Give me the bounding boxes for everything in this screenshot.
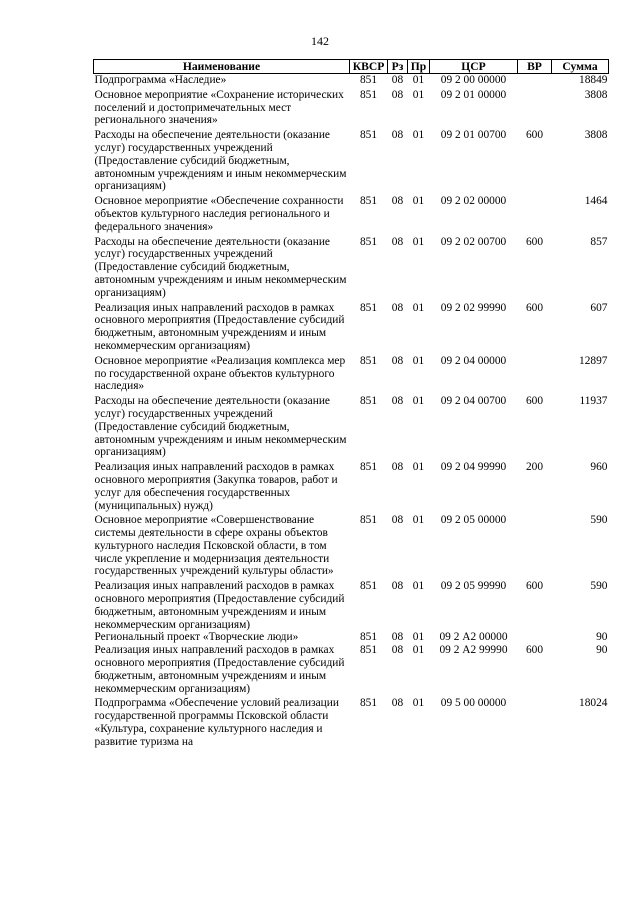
- row-vr: [518, 87, 552, 127]
- row-rz: 08: [391, 631, 404, 644]
- row-sum: 960: [590, 461, 608, 474]
- row-name: Реализация иных направлений расходов в рамках основного мероприятия (Предоставление субсидий бюджетным, автономным учреждениям и иным некоммерческим организациям): [94, 301, 345, 352]
- row-sum: 90: [596, 644, 608, 657]
- table-row: [94, 74, 609, 87]
- header-pr: Пр: [408, 60, 430, 74]
- row-name: Расходы на обеспечение деятельности (оказание услуг) государственных учреждений (Предоставление субсидий бюджетным, автономным учреждениям и иным некоммерческим организациям): [94, 395, 347, 459]
- row-name: Основное мероприятие «Сохранение исторических поселений и достопримечательных мест регионального значения»: [94, 88, 344, 127]
- row-vr: 200: [525, 461, 544, 474]
- row-pr: 01: [412, 580, 425, 593]
- row-vr: 600: [525, 235, 544, 248]
- row-kvsr: 851: [359, 301, 378, 314]
- row-sum: 590: [590, 514, 608, 527]
- row-rz: 08: [391, 129, 404, 142]
- table-row: [94, 695, 609, 748]
- header-sum: Сумма: [552, 60, 609, 74]
- row-pr: 01: [412, 88, 425, 101]
- row-kvsr: 851: [359, 514, 378, 527]
- row-kvsr: 851: [359, 644, 378, 657]
- row-vr: [518, 74, 552, 87]
- header-csr: ЦСР: [430, 60, 518, 74]
- row-name: Реализация иных направлений расходов в рамках основного мероприятия (Предоставление субсидий бюджетным, автономным учреждениям и иным некоммерческим организациям): [94, 644, 345, 695]
- table-row: [94, 353, 609, 393]
- row-vr: [518, 512, 552, 578]
- row-pr: 01: [412, 74, 425, 86]
- row-name: Основное мероприятие «Реализация комплекса мер по государственной охране объектов культурного наследия»: [94, 354, 346, 393]
- row-kvsr: 851: [359, 129, 378, 142]
- row-sum: 3808: [584, 129, 608, 142]
- row-pr: 01: [412, 644, 425, 657]
- header-name: Наименование: [94, 60, 350, 74]
- row-name: Основное мероприятие «Совершенствование системы деятельности в сфере охраны объектов культурного наследия Псковской области, в том числе укрепление и модернизация деятельности государственных учреждений культуры области»: [94, 514, 334, 578]
- row-vr: [518, 193, 552, 233]
- row-kvsr: 851: [359, 195, 378, 208]
- row-name: Расходы на обеспечение деятельности (оказание услуг) государственных учреждений (Предоставление субсидий бюджетным, автономным учреждениям и иным некоммерческим организациям): [94, 235, 347, 299]
- row-sum: 18849: [579, 74, 608, 86]
- table-row: [94, 393, 609, 459]
- row-sum: 1464: [584, 195, 608, 208]
- row-rz: 08: [391, 235, 404, 248]
- row-kvsr: 851: [359, 697, 378, 710]
- row-pr: 01: [412, 354, 425, 367]
- row-rz: 08: [391, 580, 404, 593]
- row-csr: 09 2 А2 99990: [439, 644, 508, 657]
- row-rz: 08: [391, 697, 404, 710]
- row-csr: 09 2 04 00700: [440, 395, 507, 408]
- table-header-row: [94, 60, 609, 74]
- table-row: [94, 300, 609, 353]
- row-csr: 09 2 04 99990: [440, 461, 507, 474]
- row-vr: 600: [525, 301, 544, 314]
- row-vr: [518, 353, 552, 393]
- row-csr: 09 2 А2 00000: [439, 631, 508, 644]
- row-rz: 08: [391, 395, 404, 408]
- row-name: Реализация иных направлений расходов в рамках основного мероприятия (Предоставление субсидий бюджетным, автономным учреждениям и иным некоммерческим организациям): [94, 580, 345, 631]
- row-sum: 11937: [579, 395, 608, 408]
- row-vr: 600: [525, 395, 544, 408]
- row-name: Расходы на обеспечение деятельности (оказание услуг) государственных учреждений (Предоставление субсидий бюджетным, автономным учреждениям и иным некоммерческим организациям): [94, 129, 347, 193]
- table-row: [94, 631, 609, 644]
- row-sum: 857: [590, 235, 608, 248]
- row-name: Подпрограмма «Наследие»: [94, 74, 227, 86]
- header-rz: Рз: [388, 60, 408, 74]
- row-kvsr: 851: [359, 631, 378, 644]
- row-sum: 18024: [579, 697, 608, 710]
- row-name: Реализация иных направлений расходов в рамках основного мероприятия (Закупка товаров, работ и услуг для обеспечения государственных (муниципальных) нужд): [94, 461, 338, 512]
- row-csr: 09 2 04 00000: [440, 354, 507, 367]
- table-row: [94, 459, 609, 512]
- row-csr: 09 2 05 00000: [440, 514, 507, 527]
- row-name: Основное мероприятие «Обеспечение сохранности объектов культурного наследия регионального и федерального значения»: [94, 195, 344, 233]
- row-pr: 01: [412, 195, 425, 208]
- row-pr: 01: [412, 631, 425, 644]
- row-vr: 600: [525, 129, 544, 142]
- row-kvsr: 851: [359, 461, 378, 474]
- row-sum: 3808: [584, 88, 608, 101]
- row-sum: 607: [590, 301, 608, 314]
- header-vr: ВР: [518, 60, 552, 74]
- row-vr: [518, 695, 552, 748]
- row-sum: 90: [596, 631, 608, 644]
- row-kvsr: 851: [359, 580, 378, 593]
- row-csr: 09 2 02 00700: [440, 235, 507, 248]
- row-name: Подпрограмма «Обеспечение условий реализации государственной программы Псковской области «Культура, сохранение культурного наследия и развитие туризма на: [94, 697, 339, 748]
- row-pr: 01: [412, 514, 425, 527]
- table-row: [94, 644, 609, 695]
- row-rz: 08: [391, 644, 404, 657]
- budget-table: [93, 59, 609, 749]
- row-pr: 01: [412, 129, 425, 142]
- page-number: 142: [311, 34, 329, 48]
- row-csr: 09 2 00 00000: [440, 74, 507, 86]
- row-rz: 08: [391, 354, 404, 367]
- row-vr: 600: [525, 580, 544, 593]
- row-sum: 590: [590, 580, 608, 593]
- row-kvsr: 851: [359, 88, 378, 101]
- row-vr: [518, 631, 552, 644]
- table-row: [94, 234, 609, 300]
- row-kvsr: 851: [359, 74, 378, 86]
- row-kvsr: 851: [359, 235, 378, 248]
- row-rz: 08: [391, 461, 404, 474]
- row-pr: 01: [412, 235, 425, 248]
- row-kvsr: 851: [359, 395, 378, 408]
- header-kvsr: КВСР: [350, 60, 388, 74]
- row-csr: 09 2 01 00000: [440, 88, 507, 101]
- row-csr: 09 2 01 00700: [440, 129, 507, 142]
- row-vr: 600: [525, 644, 544, 657]
- row-pr: 01: [412, 301, 425, 314]
- table-row: [94, 578, 609, 631]
- table-row: [94, 193, 609, 233]
- row-kvsr: 851: [359, 354, 378, 367]
- table-row: [94, 512, 609, 578]
- row-csr: 09 2 05 99990: [440, 580, 507, 593]
- row-rz: 08: [391, 301, 404, 314]
- row-rz: 08: [391, 514, 404, 527]
- row-rz: 08: [391, 195, 404, 208]
- row-pr: 01: [412, 697, 425, 710]
- row-pr: 01: [412, 395, 425, 408]
- table-row: [94, 127, 609, 193]
- row-name: Региональный проект «Творческие люди»: [94, 631, 299, 644]
- row-csr: 09 2 02 00000: [440, 195, 507, 208]
- table-row: [94, 87, 609, 127]
- row-rz: 08: [391, 88, 404, 101]
- row-csr: 09 5 00 00000: [440, 697, 507, 710]
- row-pr: 01: [412, 461, 425, 474]
- row-sum: 12897: [579, 354, 608, 367]
- row-rz: 08: [391, 74, 404, 86]
- row-csr: 09 2 02 99990: [440, 301, 507, 314]
